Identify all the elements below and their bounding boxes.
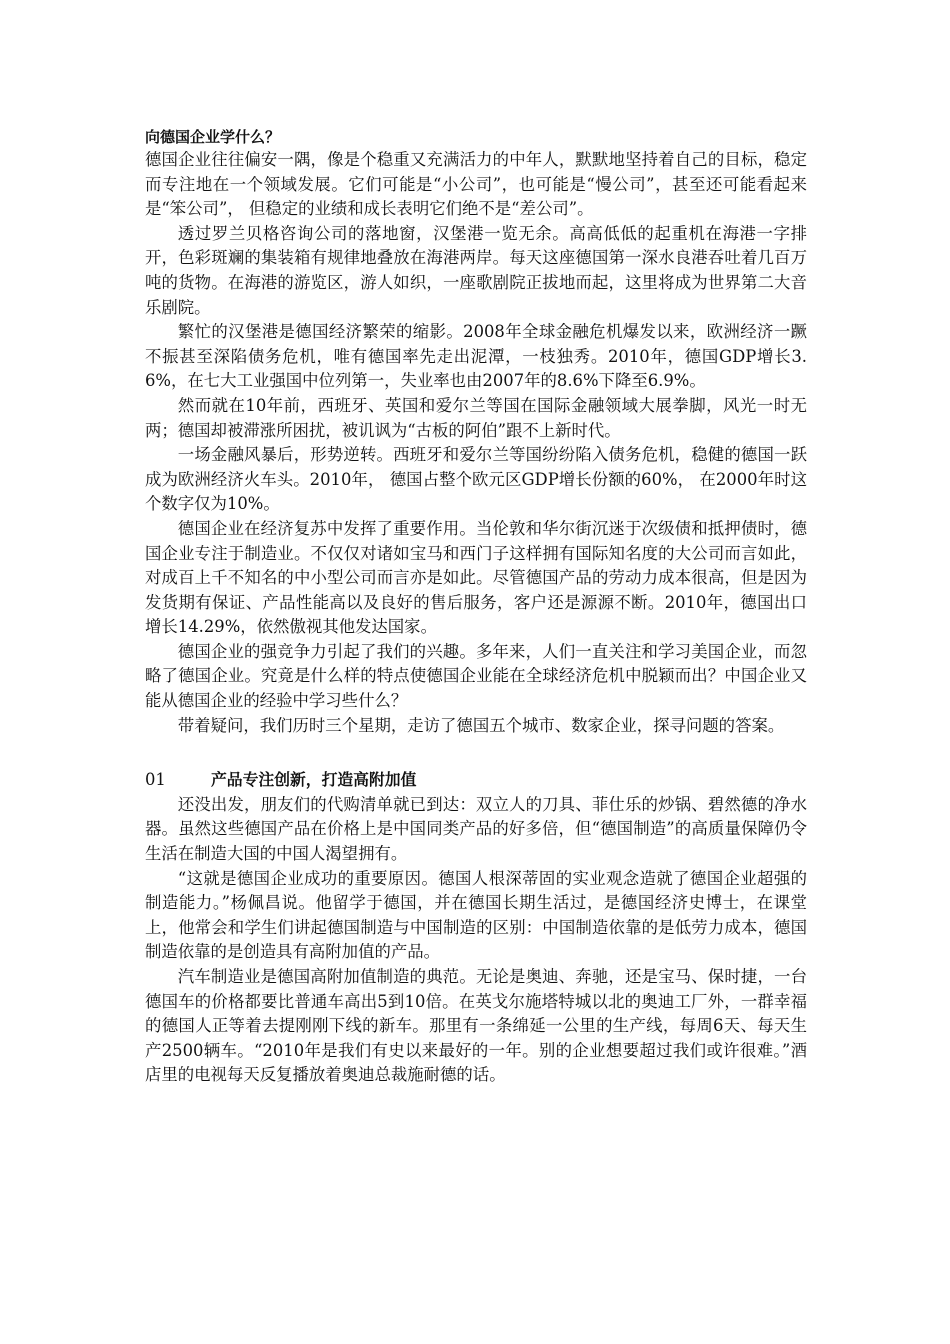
section-number: 01: [145, 770, 166, 790]
body-paragraph: 透过罗兰贝格咨询公司的落地窗，汉堡港一览无余。高高低低的起重机在海港一字排开，色彩斑斓的集装箱有规律地叠放在海港两岸。每天这座德国第一深水良港吞吐着几百万吨的货物。在海港的游览区，游人如织，一座歌剧院正拔地而起，这里将成为世界第二大音乐剧院。: [145, 223, 807, 317]
body-paragraph: 德国企业的强竞争力引起了我们的兴趣。多年来，人们一直关注和学习美国企业，而忽略了德国企业。究竟是什么样的特点使德国企业能在全球经济危机中脱颖而出？中国企业又能从德国企业的经验中学习些什么？: [145, 641, 807, 711]
body-paragraph: 一场金融风暴后，形势逆转。西班牙和爱尔兰等国纷纷陷入债务危机，稳健的德国一跃成为欧洲经济火车头。2010年， 德国占整个欧元区GDP增长份额的60%， 在2000年时这个数字仅为10%。: [145, 445, 807, 514]
body-paragraph: 德国企业在经济复苏中发挥了重要作用。当伦敦和华尔街沉迷于次级债和抵押债时，德国企业专注于制造业。不仅仅对诸如宝马和西门子这样拥有国际知名度的大公司而言如此，对成百上千不知名的中小型公司而言亦是如此。尽管德国产品的劳动力成本很高，但是因为发货期有保证、产品性能高以及良好的售后服务，客户还是源源不断。2010年，德国出口增长14.29%，依然傲视其他发达国家。: [145, 518, 807, 637]
section-heading: [145, 768, 807, 793]
section-paragraph: “这就是德国企业成功的重要原因。德国人根深蒂固的实业观念造就了德国企业超强的制造能力。”杨佩昌说。他留学于德国，并在德国长期生活过，是德国经济史博士，在课堂上，他常会和学生们讲起德国制造与中国制造的区别：中国制造依靠的是低劳力成本，德国制造依靠的是创造具有高附加值的产品。: [145, 868, 807, 962]
section-title: 产品专注创新，打造高附加值: [211, 770, 417, 790]
section-spacer: [145, 738, 807, 768]
body-paragraph: 繁忙的汉堡港是德国经济繁荣的缩影。2008年全球金融危机爆发以来，欧洲经济一蹶不振甚至深陷债务危机，唯有德国率先走出泥潭，一枝独秀。2010年，德国GDP增长3.6%，在七大工业强国中位列第一，失业率也由2007年的8.6%下降至6.9%。: [145, 322, 807, 391]
body-paragraph: 然而就在10年前，西班牙、英国和爱尔兰等国在国际金融领域大展拳脚，风光一时无两；德国却被滞涨所困扰，被讥讽为“古板的阿伯”跟不上新时代。: [145, 395, 807, 440]
body-paragraph: 带着疑问，我们历时三个星期，走访了德国五个城市、数家企业，探寻问题的答案。: [177, 715, 785, 735]
intro-paragraph: 德国企业往往偏安一隅，像是个稳重又充满活力的中年人，默默地坚持着自己的目标，稳定而专注地在一个领域发展。它们可能是“小公司”，也可能是“慢公司”，甚至还可能看起来是“笨公司”， 但稳定的业绩和成长表明它们绝不是“差公司”。: [145, 150, 807, 219]
section-paragraph: 还没出发，朋友们的代购清单就已到达：双立人的刀具、菲仕乐的炒锅、碧然德的净水器。虽然这些德国产品在价格上是中国同类产品的好多倍，但“德国制造”的高质量保障仍令生活在制造大国的中国人渴望拥有。: [145, 794, 807, 864]
document-page: [145, 126, 807, 1088]
document-title: 向德国企业学什么？: [145, 128, 281, 146]
section-paragraph: 汽车制造业是德国高附加值制造的典范。无论是奥迪、奔驰，还是宝马、保时捷，一台德国车的价格都要比普通车高出5到10倍。在英戈尔施塔特城以北的奥迪工厂外，一群幸福的德国人正等着去提刚刚下线的新车。那里有一条绵延一公里的生产线，每周6天、每天生产2500辆车。“2010年是我们有史以来最好的一年。别的企业想要超过我们或许很难。”酒店里的电视每天反复播放着奥迪总裁施耐德的话。: [145, 967, 807, 1085]
